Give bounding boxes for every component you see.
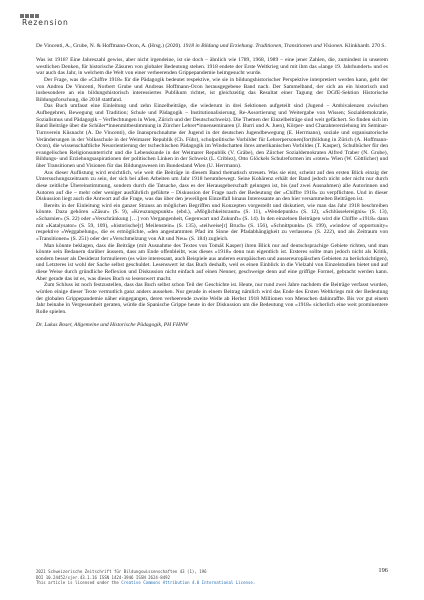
paragraph: Aus dieser Auflistung wird ersichtlich, wie weit die Beiträge in diesem Band thematisch streuen. Was sie eint, scheint auf den ersten Blick einzig der Untersuchungszeitraum zu sein, der sich bei allen Arbeiten um Jahr 1918 herumbewegt. Seine Kohärenz erhält der Band jedoch nicht oder nicht nur durch diese zeitliche Übereinstimmung, sondern durch die Tatsache, dass es der Herausgeberschaft gelungen ist, bis (auf zwei Ausnahmen) alle Autorinnen und Autoren auf die – mehr oder weniger ausführlich geführte – Diskussion der Frage nach der Bedeutung der «Chiffre 1918» zu verpflichten. Und in dieser Diskussion liegt auch die Antwort auf die Frage, was das über den jeweiligen Einzelfall hinaus Interessante an den hier versammelten Beiträgen ist. <box>36 169 388 203</box>
reviewer-signature: Dr. Lukas Boser, Allgemeine und Historische Pädagogik, PH FHNW <box>36 322 189 329</box>
review-body <box>36 43 388 335</box>
paragraph: Zum Schluss ist noch festzustellen, dass das Buch selbst schon Teil der Geschichte ist. Heute, nur rund zwei Jahre nachdem die Beiträge verfasst wurden, würden einige dieser Texte vermutlich ganz anders aussehen. Nur gerade in einem Beitrag nämlich wird das Ende des Ersten Weltkriegs mit der Bedeutung der globalen Grippepandemie näher eingegangen, deren verheerende zweite Welle ab Herbst 1918 Millionen von Menschen dahinraffte. Bis vor gut einem Jahr beinahe in Vergessenheit geraten, würde die Spanische Grippe heute in der Diskussion um die Bedeutung von «1918» sicherlich eine weit prominentere Rolle spielen. <box>36 282 388 315</box>
paragraph: Das Buch umfasst eine Einleitung und zehn Einzelbeiträge, die wiederum in drei Sektionen aufgeteilt sind (Jugend – Ambivalenzen zwischen Aufbegehren, Bewegung und Tradition; Schule und Pädagogik – Institutionalisierung, Re-Assortierung und Weitergabe von Wissen; Sozialdemokratie, Sozialismus und Pädagogik – Verflechtungen in Wien, Zürich und der Deutschschweiz). Die Themen der Einzelbeiträge sind weit gefächert. So finden sich im Band Beiträge über die Schüler*innenmitbestimmung in Zürcher Lehrer*innenseminaren (J. Burri und A. Juen), Körper- und Charaktererziehung im Seminar-Turnverein Küsnacht (A. De Vincenti), die Inanspruchnahme der Jugend in der deutschen Jugendbewegung (E. Herrmann), soziale und organisatorische Veränderungen in der Volksschule in der Weimarer Republik (Ch. Führ), schulpolitische Vorbilder für Lehrerpersonen(fort)bildung in Zürich (A. Hoffmann-Ocon), die wissenschaftliche Neuorientierung der tschechischen Pädagogik im Windschatten ihres amerikanischen Vorbildes (T. Kasper), Schulbücher für den evangelischen Religionsunterricht und die Lebenskunde in der Weimarer Republik (V. Gräbe), den Zürcher Sozialdemokraten Alfred Traber (N. Grube), Bildungs- und Erziehungsaspirationen der politischen Linken in der Schweiz (L. Criblez), Otto Glöckels Schulreformen im «roten» Wien (W. Göttlicher) und über Transitionen und Visionen für das Bildungswesen im Bundesland Wien (U. Herrmann). <box>36 103 388 170</box>
citation-authors: De Vincenti, A., Grube, N. & Hoffmann-Ocon, A. (Hrsg.) (2020). <box>36 43 182 49</box>
paragraph: Bereits in der Einleitung wird ein ganzer Strauss an möglichen Begriffen und Konzepten vorgestellt und diskutiert, wie man das Jahr 1918 beschreiben könnte. Dazu gehören «Zäsur» (S. 9), «Kreuzungspunkt» (ebd.), «Möglichkeitsraum» (S. 11), «Wendepunkt» (S. 12), «Schlüsselereignis» (S. 13), «Scharnier» (S. 22) oder «Verschränkung […] von Vergangenheit, Gegenwart und Zukunft» (S. 14). In den einzelnen Beiträgen wird die Chiffre «1918» dann mit «Katalysator» (S. 59, 109), «historische[r] Meilenstein» (S. 135), «teilweise[r] Bruch» (S. 156), «Schnittpunkt» (S. 199), «window of opportunity» respektive «Weggabelung», die es ermöglichte, «den angestammten Pfad im Sinne der Pfadabhängigkeit zu verlassen» (S. 222), und als Zeitraum von «Transitionen» (S. 251) oder der «Verschmelzung von Alt und Neu» (S. 184) zugleich. <box>36 202 388 242</box>
page-number: 196 <box>378 567 388 574</box>
paragraph: Was ist 1918? Eine Jahreszahl gewiss, aber nicht irgendeine, ist sie doch – ähnlich wie 1789, 1968, 1989 – eine jener Zahlen, die, zumindest in unserem westlichen Denken, für historische Zäsuren von globaler Bedeutung stehen. 1918 endete der Erste Weltkrieg und mit ihm das «lange 19. Jahrhundert» und es war auch das Jahr, in welchem die Welt von einer verheerenden Grippepandemie heimgesucht wurde. <box>36 57 388 77</box>
paragraph: Man könnte beklagen, dass die Beiträge (mit Ausnahme des Textes von Tomáš Kasper) ihren Blick nur auf deutschsprachige Gebiete richten, und man könnte sein Bedauern darüber äussern, dass am Ende offenbleibt, was dieses «1918» denn nun eigentlich ist. Ersteres sollte man jedoch nicht als Kritik, sondern besser als Desiderat formulieren (es wäre interessant, auch Beispiele aus anderen europäischen und aussereuropäischen Gebieten zu berücksichtigen), und Letzteres ist wohl der Sache selbst geschuldet. Lesenswert ist das Buch deshalb, weil es einen Einblick in die Vielzahl von Einzelstudien bietet und auf diese Weise durch gründliche Reflexion und Diskussion nicht einfach auf einen Nenner, geschweige denn auf eine griffige Formel, gebracht werden kann. Aber gerade das ist es, was dieses Buch so lesenswert macht. <box>36 242 388 282</box>
citation-publisher: Klinkhardt. 270 S. <box>344 43 386 49</box>
license-suffix: . <box>252 580 256 585</box>
book-citation <box>36 43 388 50</box>
license-link[interactable]: Creative Commons Attribution 4.0 International License <box>121 580 253 585</box>
page-footer <box>36 569 388 586</box>
paragraph: Der Frage, was die «Chiffre 1918» für die Pädagogik bedeutet respektive, wie sie in bildungshistorischer Perspektive interpretiert werden kann, geht der von Andrea De Vincenti, Norbert Grube und Andreas Hoffmann-Ocon herausgegebene Band nach. Der Sammelband, der sich an ein historisch und insbesondere an ein bildungshistorisch interessiertes Publikum richtet, ist gleichzeitig das Resultat einer Tagung der DGfE-Sektion Historische Bildungsforschung, die 2018 stattfand. <box>36 76 388 103</box>
journal-citation: 2021 Schweizerische Zeitschrift für Bildungswissenschaften 43 (1), 196 <box>36 569 207 574</box>
section-label: Rezension <box>22 18 69 27</box>
doi-line: DOI 10.24452/sjer.43.1.16 ISSN 1424-3946 ISSN 2624-8492 <box>36 574 171 580</box>
citation-title: 1918 in Bildung und Erziehung. Traditionen, Transitionen und Visionen. <box>182 43 344 49</box>
license-line <box>36 580 388 586</box>
license-prefix: This article is licensed under the <box>36 580 119 585</box>
